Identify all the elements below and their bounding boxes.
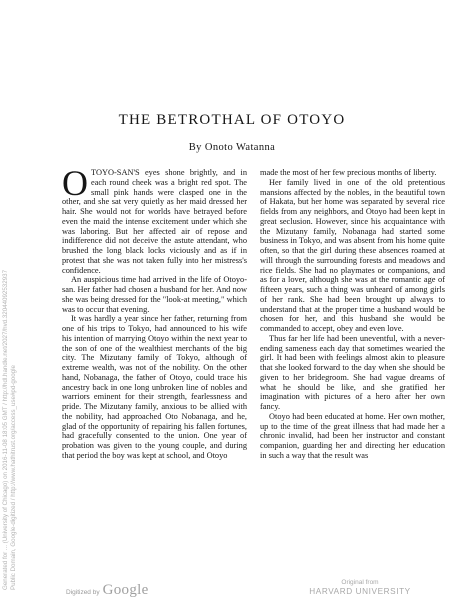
watermark-line: Generated for ... (University of Chicago) on 2016-11-08 18:05 GMT / http://hdl.handle.net/2027/hvd.32044092532937 xyxy=(2,269,9,590)
article-byline: By Onoto Watanna xyxy=(188,142,276,153)
watermark-line: Public Domain, Google-digitized / http://www.hathitrust.org/access_use#pd-google xyxy=(9,365,17,590)
drop-cap: O xyxy=(62,163,88,203)
paragraph: Thus far her life had been uneventful, with a never-ending sameness each day that sometimes wearied the girl. It had been with feelings almost akin to pleasure that she looked forward to the day when she should be given to her bridegroom. She had vague dreams of what he should be like, and she gratified her imagination with pictures of a hero after her own fancy. xyxy=(260,333,445,411)
right-column xyxy=(260,168,445,461)
left-column xyxy=(62,163,247,461)
paragraph: Otoyo had been educated at home. Her own mother, up to the time of the great illness that had made her a chronic invalid, had been her instructor and constant companion, guarding her and directing her education in such a way that the result was xyxy=(260,411,445,460)
side-watermark xyxy=(2,30,18,590)
original-from xyxy=(290,579,430,596)
continued-paragraph: made the most of her few precious months of liberty. xyxy=(260,168,437,177)
google-logo: Google xyxy=(102,582,149,598)
paragraph: An auspicious time had arrived in the life of Otoyo-san. Her father had chosen a husband for her. And now she was being dressed for the "look-at meeting," which was to occur that evening. xyxy=(62,275,247,314)
lead-paragraph-text: TOYO-SAN'S eyes shone brightly, and in each round cheek was a bright red spot. The small pink hands were clasped one in the other, and she sat very quietly as her maid dressed her hair. She would not for worlds have betrayed before even the maid the intense excitement under which she was laboring. But her affected air of repose and indifference did not deceive the astute attendant, who brushed the long black locks viciously and as if in protest that she was not taken fully into her mistress's confidence. xyxy=(62,168,247,275)
paragraph: It was hardly a year since her father, returning from one of his trips to Tokyo, had announced to his wife his intention of marrying Otoyo within the next year to the son of one of the wealthiest merchants of the big city. The Mizutany family of Tokyo, although of extreme wealth, was not of the nobility. On the other hand, Nobanaga, the father of Otoyo, could trace his ancestry back in one long unbroken line of nobles and warriors eminent for their strength, fearlessness and pride. The Mizutany family, anxious to be allied with the nobility, had approached Oto Nobanaga, and he, glad of the opportunity of repairing his fallen fortunes, had gracefully consented to the union. One year of probation was given to the young couple, and during that period the boy was kept at school, and Otoyo xyxy=(62,314,247,460)
harvard-university-label: HARVARD UNIVERSITY xyxy=(309,587,411,596)
article-title: THE BETROTHAL OF OTOYO xyxy=(118,112,346,128)
lead-paragraph xyxy=(62,163,247,275)
digitized-by-google xyxy=(66,582,149,599)
paragraph: Her family lived in one of the old pretentious mansions affected by the nobles, in the beautiful town of Hakata, but her home was separated by several rice fields from any neighbors, and Otoyo had been kept in great seclusion. However, since his acquaintance with the Mizutany family, Nobanaga had started some business in Tokyo, and was absent from his home quite often, so that the girl during these absences roamed at will through the surrounding forests and meadows and rice fields. She had no playmates or companions, and as for a lover, although she was at the romantic age of fifteen years, such a thing was unheard of among girls of her rank. She had been brought up always to understand that at the proper time a husband would be chosen for her, and this husband she would be commanded to accept, obey and even love. xyxy=(260,177,445,333)
original-from-label: Original from xyxy=(341,579,379,586)
digitized-by-label: Digitized by xyxy=(66,589,100,596)
